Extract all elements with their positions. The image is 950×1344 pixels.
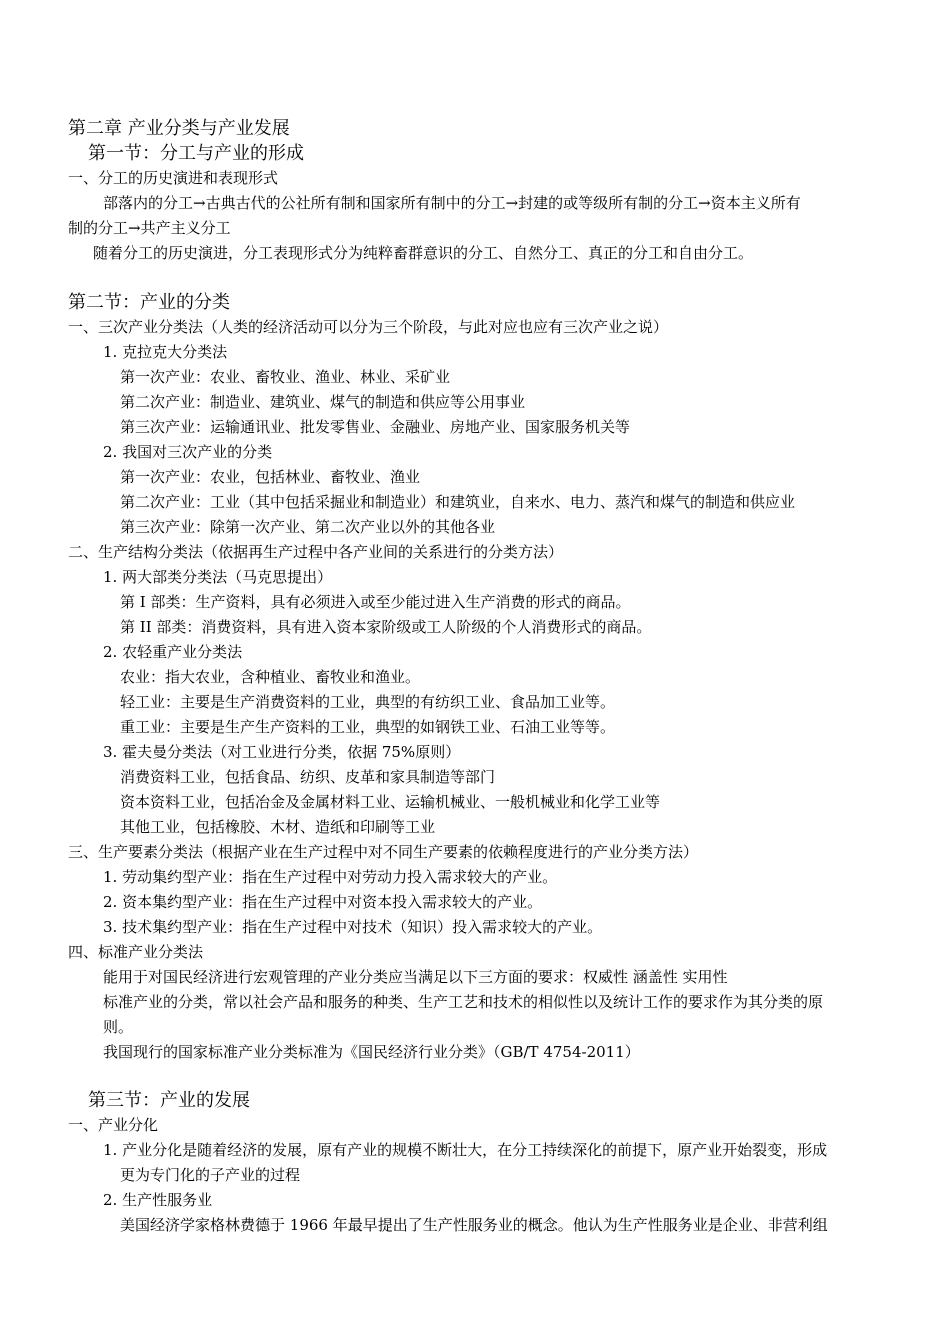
paragraph: 随着分工的历史演进，分工表现形式分为纯粹畜群意识的分工、自然分工、真正的分工和自由分工。 — [93, 244, 754, 262]
paragraph-line: 标准产业的分类，常以社会产品和服务的种类、生产工艺和技术的相似性以及统计工作的要求作为其分类的原 — [103, 993, 824, 1011]
paragraph: 能用于对国民经济进行宏观管理的产业分类应当满足以下三方面的要求：权威性 涵盖性 实用性 — [103, 968, 728, 986]
list-item: 2. 资本集约型产业：指在生产过程中对资本投入需求较大的产业。 — [103, 893, 543, 911]
subheading: 2. 农轻重产业分类法 — [103, 643, 243, 661]
paragraph-line: 更为专门化的子产业的过程 — [120, 1166, 301, 1184]
paragraph-line: 制的分工→共产主义分工 — [68, 219, 231, 237]
list-item: 1. 劳动集约型产业：指在生产过程中对劳动力投入需求较大的产业。 — [103, 868, 558, 886]
paragraph-line: 美国经济学家格林费德于 1966 年最早提出了生产性服务业的概念。他认为生产性服务业是企业、非营利组 — [120, 1216, 828, 1234]
heading: 一、三次产业分类法（人类的经济活动可以分为三个阶段，与此对应也应有三次产业之说） — [68, 318, 669, 336]
heading: 四、标准产业分类法 — [68, 943, 204, 961]
section-title: 第三节：产业的发展 — [88, 1090, 250, 1111]
list-item: 第一次产业：农业、畜牧业、渔业、林业、采矿业 — [120, 368, 451, 386]
list-item: 第三次产业：运输通讯业、批发零售业、金融业、房地产业、国家服务机关等 — [120, 418, 631, 436]
section-title: 第二节：产业的分类 — [68, 292, 230, 313]
list-item: 资本资料工业，包括冶金及金属材料工业、运输机械业、一般机械业和化学工业等 — [120, 793, 661, 811]
chapter-title: 第二章 产业分类与产业发展 — [68, 118, 290, 139]
subheading: 2. 生产性服务业 — [103, 1191, 213, 1209]
heading: 一、分工的历史演进和表现形式 — [68, 169, 279, 187]
list-item: 3. 技术集约型产业：指在生产过程中对技术（知识）投入需求较大的产业。 — [103, 918, 603, 936]
heading: 二、生产结构分类法（依据再生产过程中各产业间的关系进行的分类方法） — [68, 543, 564, 561]
list-item: 重工业：主要是生产生产资料的工业，典型的如钢铁工业、石油工业等等。 — [120, 718, 616, 736]
list-item: 消费资料工业，包括食品、纺织、皮革和家具制造等部门 — [120, 768, 496, 786]
list-item: 第 II 部类：消费资料，具有进入资本家阶级或工人阶级的个人消费形式的商品。 — [120, 618, 652, 636]
paragraph: 我国现行的国家标准产业分类标准为《国民经济行业分类》（GB/T 4754-2011） — [103, 1043, 640, 1061]
heading: 一、产业分化 — [68, 1116, 159, 1134]
subheading: 1. 两大部类分类法（马克思提出） — [103, 568, 333, 586]
section-title: 第一节：分工与产业的形成 — [88, 143, 304, 164]
paragraph-line: 1. 产业分化是随着经济的发展，原有产业的规模不断壮大，在分工持续深化的前提下，原产业开始裂变，形成 — [103, 1141, 828, 1159]
list-item: 轻工业：主要是生产消费资料的工业，典型的有纺织工业、食品加工业等。 — [120, 693, 616, 711]
list-item: 第三次产业：除第一次产业、第二次产业以外的其他各业 — [120, 518, 496, 536]
list-item: 农业：指大农业，含种植业、畜牧业和渔业。 — [120, 668, 421, 686]
list-item: 其他工业，包括橡胶、木材、造纸和印刷等工业 — [120, 818, 436, 836]
heading: 三、生产要素分类法（根据产业在生产过程中对不同生产要素的依赖程度进行的产业分类方法） — [68, 843, 699, 861]
list-item: 第 I 部类：生产资料，具有必须进入或至少能过进入生产消费的形式的商品。 — [120, 593, 631, 611]
subheading: 2. 我国对三次产业的分类 — [103, 443, 273, 461]
list-item: 第一次产业：农业，包括林业、畜牧业、渔业 — [120, 468, 421, 486]
paragraph-line: 部落内的分工→古典古代的公社所有制和国家所有制中的分工→封建的或等级所有制的分工→资本主义所有 — [103, 194, 801, 212]
subheading: 1. 克拉克大分类法 — [103, 343, 228, 361]
subheading: 3. 霍夫曼分类法（对工业进行分类，依据 75%原则） — [103, 743, 461, 761]
list-item: 第二次产业：工业（其中包括采掘业和制造业）和建筑业，自来水、电力、蒸汽和煤气的制造和供应业 — [120, 493, 796, 511]
paragraph-line: 则。 — [103, 1018, 134, 1036]
list-item: 第二次产业：制造业、建筑业、煤气的制造和供应等公用事业 — [120, 393, 526, 411]
